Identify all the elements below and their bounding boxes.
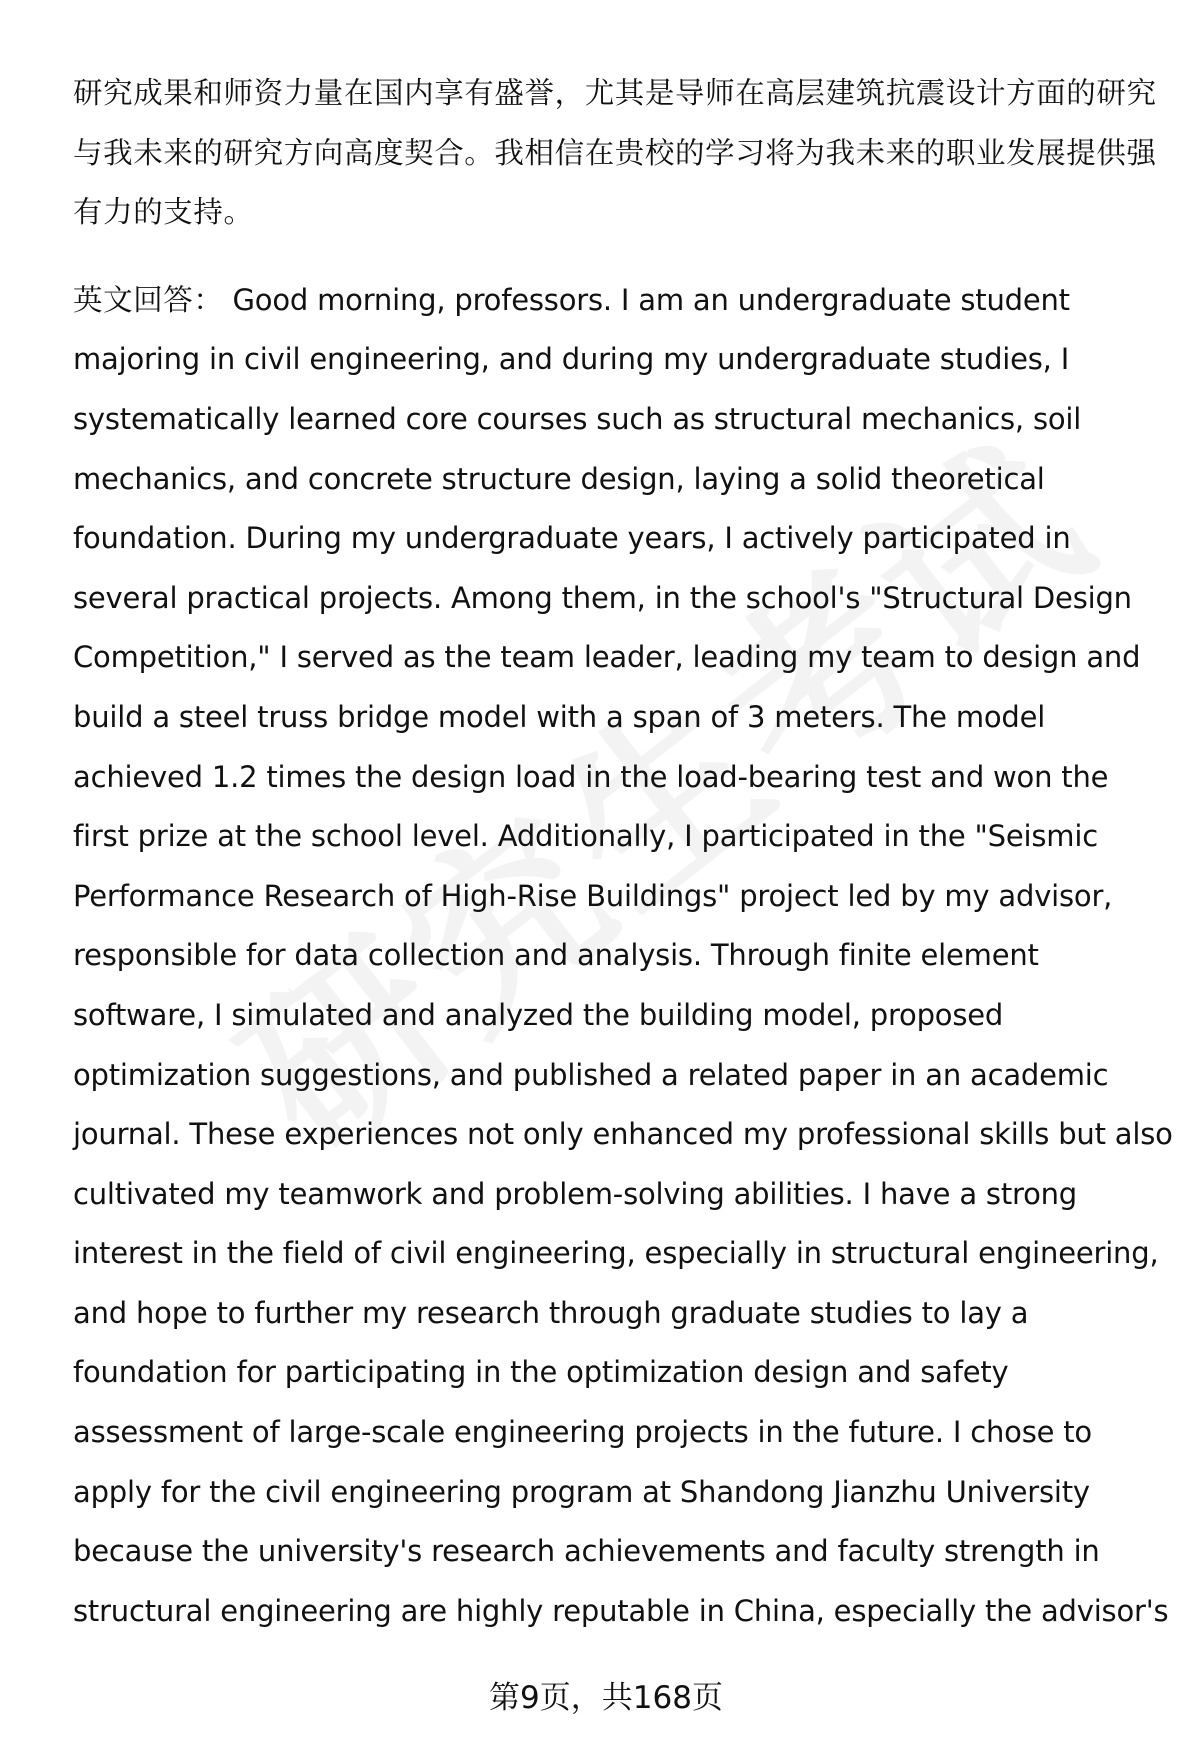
text-line: interest in the field of civil engineering, especially in structural engineering, (73, 1236, 1159, 1271)
text-line: assessment of large-scale engineering projects in the future. I chose to (73, 1415, 1092, 1450)
text-line: 与我未来的研究方向高度契合。我相信在贵校的学习将为我未来的职业发展提供强 (73, 135, 1157, 170)
text-line: several practical projects. Among them, in the school's "Structural Design (73, 580, 1132, 615)
text-line: 研究成果和师资力量在国内享有盛誉，尤其是导师在高层建筑抗震设计方面的研究 (73, 76, 1157, 110)
paragraph-spacer (73, 243, 1163, 271)
text-line: because the university's research achievements and faculty strength in (73, 1534, 1100, 1569)
text-line: cultivated my teamwork and problem-solving abilities. I have a strong (73, 1176, 1078, 1211)
text-line: software, I simulated and analyzed the building model, proposed (73, 997, 1004, 1032)
text-line (73, 271, 1163, 331)
text-line: first prize at the school level. Additionally, I participated in the "Seismic (73, 819, 1098, 854)
text-line: achieved 1.2 times the design load in the load-bearing test and won the (73, 759, 1109, 794)
text-line: and hope to further my research through graduate studies to lay a (73, 1295, 1029, 1330)
paragraph-english-answer (73, 271, 1173, 1642)
text-line: journal. These experiences not only enhanced my professional skills but also (73, 1117, 1173, 1152)
text-line: mechanics, and concrete structure design, laying a solid theoretical (73, 461, 1045, 496)
text-line: Performance Research of High-Rise Buildings" project led by my advisor, (73, 878, 1113, 913)
text-line: foundation. During my undergraduate years, I actively participated in (73, 521, 1071, 556)
answer-label: 英文回答： (73, 282, 224, 317)
text-line: Competition," I served as the team leader, leading my team to design and (73, 640, 1141, 675)
document-page (73, 64, 1173, 1641)
text-line: 有力的支持。 (73, 195, 254, 230)
text-line: foundation for participating in the optimization design and safety (73, 1355, 1009, 1390)
text-line: systematically learned core courses such as structural mechanics, soil (73, 401, 1082, 436)
page-number-footer: 第9页，共168页 (489, 1680, 723, 1716)
text-line: optimization suggestions, and published a related paper in an academic (73, 1057, 1109, 1092)
text-line: apply for the civil engineering program at Shandong Jianzhu University (73, 1474, 1090, 1509)
text-line: majoring in civil engineering, and during my undergraduate studies, I (73, 342, 1070, 377)
text-line: responsible for data collection and analysis. Through finite element (73, 938, 1039, 973)
answer-text: Good morning, professors. I am an undergraduate student (223, 282, 1070, 317)
text-line: build a steel truss bridge model with a span of 3 meters. The model (73, 699, 1046, 734)
paragraph-chinese (73, 64, 1163, 243)
text-line: structural engineering are highly reputable in China, especially the advisor's (73, 1593, 1169, 1628)
